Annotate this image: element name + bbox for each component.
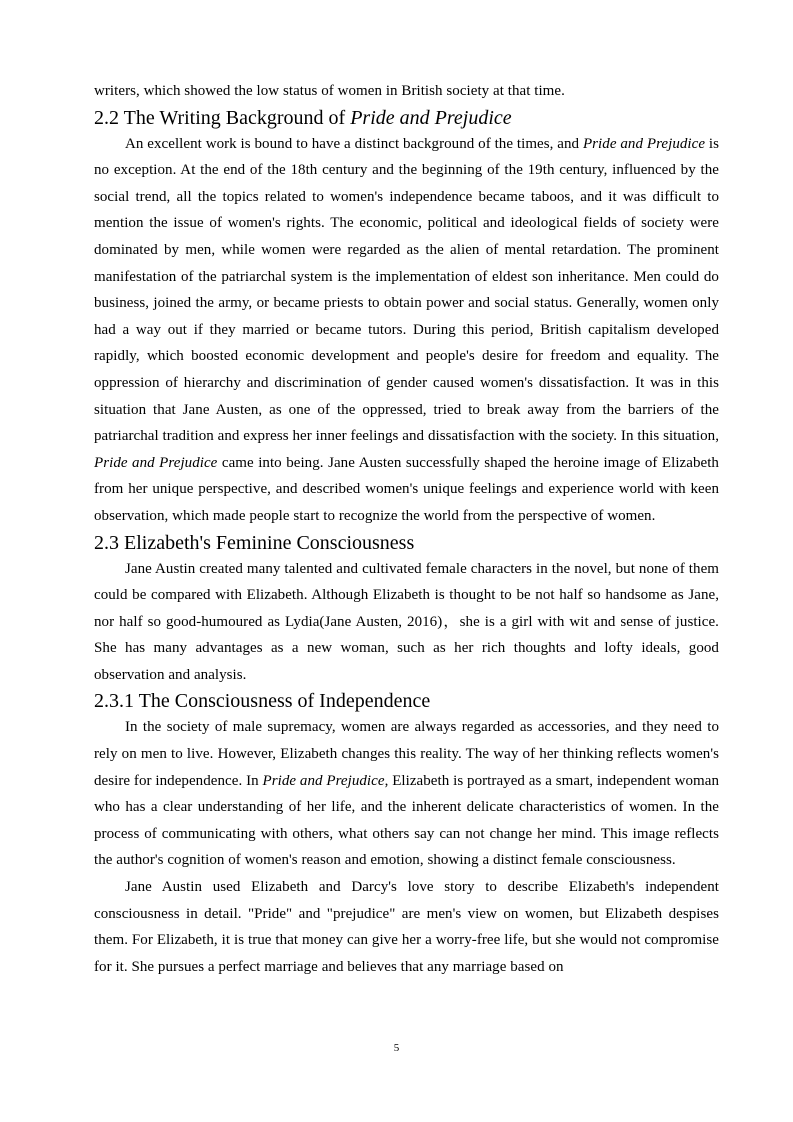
book-title: Pride and Prejudice xyxy=(94,454,218,471)
paragraph-continuation: writers, which showed the low status of women in British society at that time. xyxy=(94,83,565,99)
paragraph-text: , Elizabeth is portrayed as a smart, independent woman who has a clear understanding of her life, and the inherent delicate characteristics of women. In the process of communicating with others, what others say can not change her mind. This image reflects the author's cognition of women's reason and emotion, showing a distinct female consciousness. xyxy=(94,772,719,869)
section-heading-2-3-1: 2.3.1 The Consciousness of Independence xyxy=(94,690,431,713)
paragraph-text: In the society of male supremacy, women are always regarded as accessories, and they need to rely on men to live. However, Elizabeth changes this reality. The way of her thinking reflects women's desire for independence. In xyxy=(94,719,719,789)
paragraph-elizabeth-intro: Jane Austin created many talented and cultivated female characters in the novel, but none of them could be compared with Elizabeth. Although Elizabeth is thought to be not half so handsome as Jane, nor half so good-humoured as Lydia(Jane Austen, 2016)，she is a girl with wit and sense of justice. She has many advantages as a new woman, such as her rich thoughts and lofty ideals, good observation and analysis. xyxy=(94,560,719,683)
heading-text: 2.2 The Writing Background of xyxy=(94,106,351,129)
paragraph-text: is no exception. At the end of the 18th century and the beginning of the 19th century, influenced by the social trend, all the topics related to women's independence became taboos, and it was difficult to mention the issue of women's rights. The economic, political and ideological fields of society were dominated by men, while women were regarded as the alien of mental retardation. The prominent manifestation of the patriarchal system is the implementation of eldest son inheritance. Men could do business, joined the army, or became priests to obtain power and social status. Generally, women only had a way out if they married or became tutors. During this period, British capitalism developed rapidly, which boosted economic development and people's desire for freedom and equality. The oppression of hierarchy and discrimination of gender caused women's dissatisfaction. It was in this situation that Jane Austen, as one of the oppressed, tried to break away from the barriers of the patriarchal tradition and express her inner feelings and dissatisfaction with the society. In this situation, xyxy=(94,135,720,445)
book-title: Pride and Prejudice xyxy=(582,135,706,152)
book-title: Pride and Prejudice xyxy=(262,772,385,789)
paragraph-text: An excellent work is bound to have a distinct background of the times, and xyxy=(125,135,583,152)
paragraph-text: came into being. Jane Austen successfully shaped the heroine image of Elizabeth from her unique perspective, and described women's unique feelings and experience world with keen observation, which made people start to recognize the world from the perspective of women. xyxy=(94,454,719,524)
page-number: 5 xyxy=(393,1042,400,1054)
section-heading-2-2 xyxy=(94,105,719,131)
paragraph-love-story: Jane Austin used Elizabeth and Darcy's love story to describe Elizabeth's independent consciousness in detail. "Pride" and "prejudice" are men's view on women, but Elizabeth despises them. For Elizabeth, it is true that money can give her a worry-free life, but she would not compromise for it. She pursues a perfect marriage and believes that any marriage based on xyxy=(94,879,719,975)
heading-book-title: Pride and Prejudice xyxy=(350,106,512,129)
paragraph-independence xyxy=(94,714,719,874)
paragraph-writing-background xyxy=(94,131,719,530)
page-body xyxy=(94,78,719,980)
section-heading-2-3: 2.3 Elizabeth's Feminine Consciousness xyxy=(94,531,415,554)
